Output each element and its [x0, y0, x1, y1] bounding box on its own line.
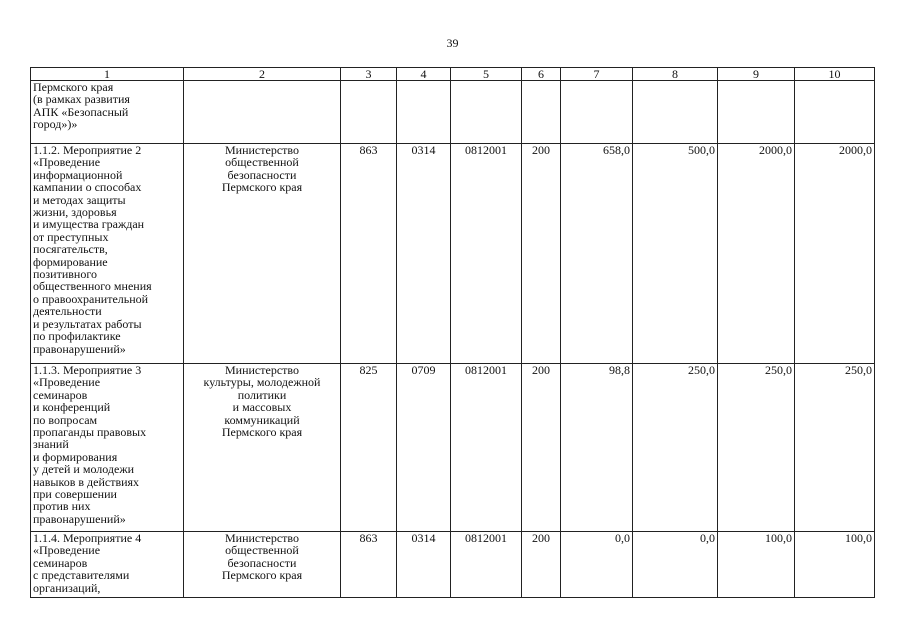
- column-number: 4: [397, 68, 451, 81]
- budget-table: [30, 67, 875, 598]
- target-code: 0812001: [451, 144, 522, 364]
- expense-type-code: 200: [522, 532, 561, 598]
- column-number: 6: [522, 68, 561, 81]
- amount-col-8: 250,0: [633, 364, 718, 532]
- section-code: [397, 81, 451, 144]
- column-number: 3: [341, 68, 397, 81]
- activity-description: 1.1.3. Мероприятие 3 «Проведение семинаров и конференций по вопросам пропаганды правовых знаний и формирования у детей и молодежи навыков в действиях при совершении против них правонарушений»: [31, 364, 184, 532]
- section-code: 0314: [397, 144, 451, 364]
- column-number: 2: [184, 68, 341, 81]
- amount-col-8: 500,0: [633, 144, 718, 364]
- amount-col-10: [795, 81, 875, 144]
- grbs-code: 825: [341, 364, 397, 532]
- amount-col-8: [633, 81, 718, 144]
- amount-col-9: [718, 81, 795, 144]
- section-code: 0314: [397, 532, 451, 598]
- activity-description: 1.1.2. Мероприятие 2 «Проведение информационной кампании о способах и методах защиты жизни, здоровья и имущества граждан от преступных посягательств, формирование позитивного общественного мнения о правоохранительной деятельности и результатах работы по профилактике правонарушений»: [31, 144, 184, 364]
- responsible-ministry: Министерство культуры, молодежной политики и массовых коммуникаций Пермского края: [184, 364, 341, 532]
- target-code: 0812001: [451, 364, 522, 532]
- activity-description: 1.1.4. Мероприятие 4 «Проведение семинаров с представителями организаций,: [31, 532, 184, 598]
- column-number-row: [31, 68, 875, 81]
- expense-type-code: [522, 81, 561, 144]
- column-number: 8: [633, 68, 718, 81]
- table-row: [31, 144, 875, 364]
- amount-col-7: 0,0: [561, 532, 633, 598]
- amount-col-7: 658,0: [561, 144, 633, 364]
- amount-col-9: 250,0: [718, 364, 795, 532]
- responsible-ministry: Министерство общественной безопасности Пермского края: [184, 144, 341, 364]
- column-number: 9: [718, 68, 795, 81]
- column-number: 5: [451, 68, 522, 81]
- amount-col-10: 250,0: [795, 364, 875, 532]
- page-number: 39: [446, 36, 459, 50]
- column-number: 10: [795, 68, 875, 81]
- table-row: [31, 532, 875, 598]
- section-code: 0709: [397, 364, 451, 532]
- column-number: 7: [561, 68, 633, 81]
- target-code: [451, 81, 522, 144]
- expense-type-code: 200: [522, 144, 561, 364]
- amount-col-10: 2000,0: [795, 144, 875, 364]
- table-row: [31, 81, 875, 144]
- amount-col-10: 100,0: [795, 532, 875, 598]
- amount-col-9: 100,0: [718, 532, 795, 598]
- responsible-ministry: Министерство общественной безопасности Пермского края: [184, 532, 341, 598]
- grbs-code: 863: [341, 144, 397, 364]
- target-code: 0812001: [451, 532, 522, 598]
- grbs-code: 863: [341, 532, 397, 598]
- amount-col-9: 2000,0: [718, 144, 795, 364]
- responsible-ministry: [184, 81, 341, 144]
- table-row: [31, 364, 875, 532]
- activity-description: Пермского края (в рамках развития АПК «Безопасный город»)»: [31, 81, 184, 144]
- expense-type-code: 200: [522, 364, 561, 532]
- grbs-code: [341, 81, 397, 144]
- column-number: 1: [31, 68, 184, 81]
- amount-col-8: 0,0: [633, 532, 718, 598]
- amount-col-7: [561, 81, 633, 144]
- amount-col-7: 98,8: [561, 364, 633, 532]
